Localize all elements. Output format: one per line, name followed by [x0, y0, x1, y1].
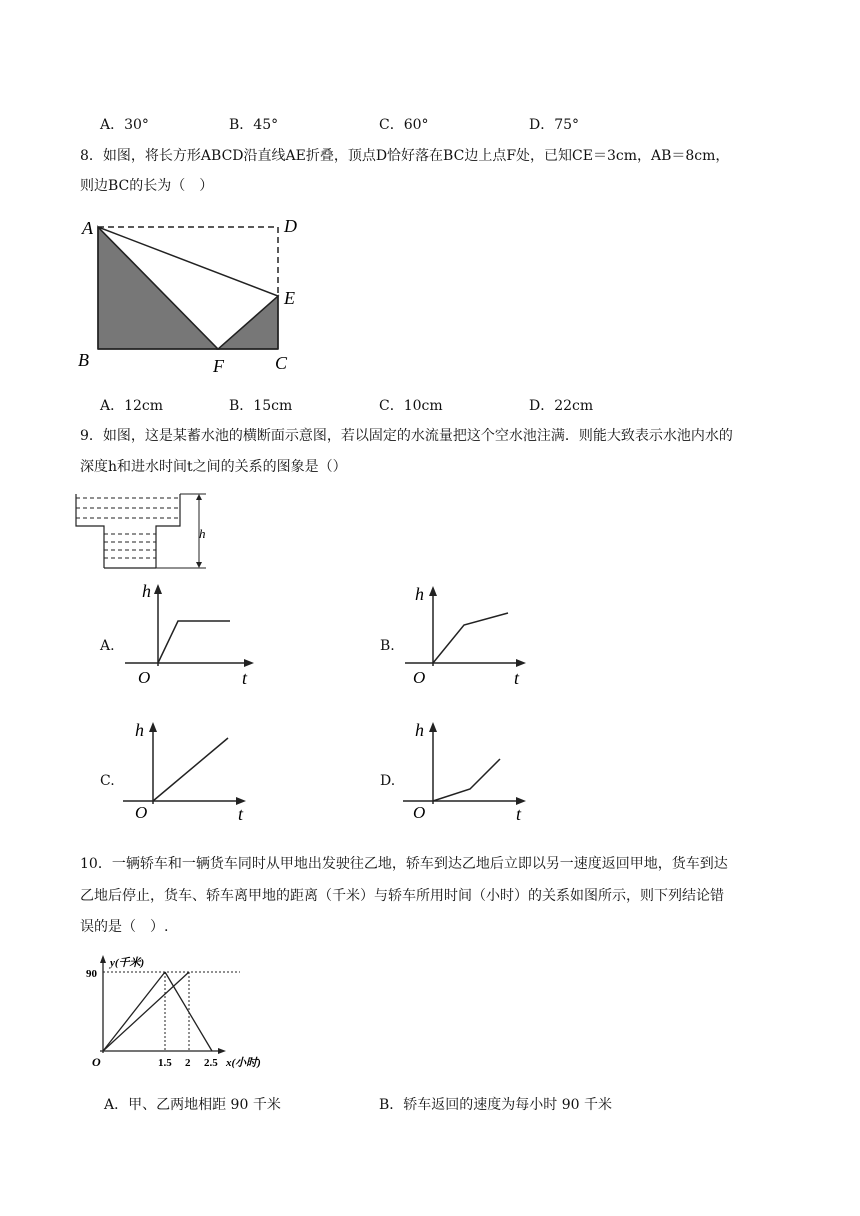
q8-option-d: D．22cm [529, 398, 594, 414]
q9-c-h: h [135, 720, 144, 740]
q9-option-b-graph [400, 580, 540, 692]
q9-d-t: t [516, 804, 522, 824]
q10-text-line1: 10．一辆轿车和一辆货车同时从甲地出发驶往乙地，轿车到达乙地后立即以另一速度返回甲地，货车到达 [80, 856, 728, 872]
q8-label-e: E [284, 288, 295, 308]
q10-option-b: B．轿车返回的速度为每小时 90 千米 [379, 1097, 613, 1113]
q10-distance-time-graph [80, 950, 280, 1072]
q9-option-b-label: B. [380, 638, 395, 654]
q8-label-d: D [284, 216, 297, 236]
q10-y-tick-90: 90 [86, 968, 97, 980]
q9-c-t: t [238, 804, 244, 824]
q8-label-b: B [78, 350, 89, 370]
q7-option-a: A．30° [100, 117, 149, 133]
q8-option-b: B．15cm [229, 398, 293, 414]
q8-text-line2: 则边BC的长为（ ） [80, 178, 214, 194]
q9-option-d-label: D. [380, 773, 396, 789]
q9-option-c-graph [120, 714, 260, 826]
q10-x-tick-2: 2 [185, 1057, 191, 1069]
q10-x-tick-2-5: 2.5 [204, 1057, 218, 1069]
q9-b-t: t [514, 668, 520, 688]
q9-tank-h-label: h [199, 526, 206, 541]
q10-xlabel: x(小时) [226, 1057, 261, 1069]
q10-text-line2: 乙地后停止，货车、轿车离甲地的距离（千米）与轿车所用时间（小时）的关系如图所示，则下列结论错 [80, 888, 724, 904]
q8-label-f: F [213, 356, 224, 376]
q8-option-a: A．12cm [100, 398, 164, 414]
q10-option-a: A．甲、乙两地相距 90 千米 [104, 1097, 281, 1113]
q10-text-line3: 误的是（ ）. [80, 919, 169, 935]
q9-option-a-label: A. [100, 638, 115, 654]
q8-figure-rectangle-fold [72, 212, 312, 382]
q8-label-c: C [275, 353, 288, 373]
q7-option-b: B．45° [229, 117, 279, 133]
q9-text-line2: 深度h和进水时间t之间的关系的图象是（） [80, 459, 347, 475]
q10-origin: O [92, 1055, 101, 1069]
q9-a-t: t [242, 668, 248, 688]
q9-text-line1: 9．如图，这是某蓄水池的横断面示意图，若以固定的水流量把这个空水池注满．则能大致表示水池内水的 [80, 428, 733, 444]
q9-a-h: h [142, 581, 151, 601]
q9-b-o: O [413, 668, 426, 687]
q8-option-c: C．10cm [379, 398, 443, 414]
q9-d-o: O [413, 803, 426, 822]
q8-text-line1: 8．如图，将长方形ABCD沿直线AE折叠，顶点D恰好落在BC边上点F处，已知CE＝3cm，AB＝8cm， [80, 148, 730, 164]
q9-d-h: h [415, 720, 424, 740]
q9-c-o: O [135, 803, 148, 822]
q10-ylabel: y(千米) [110, 957, 145, 969]
q9-a-o: O [138, 668, 151, 687]
q9-option-d-graph [400, 714, 540, 826]
q9-tank-cross-section [72, 488, 222, 574]
q7-option-c: C．60° [379, 117, 429, 133]
q7-option-d: D．75° [529, 117, 580, 133]
q10-x-tick-1-5: 1.5 [158, 1057, 172, 1069]
q8-label-a: A [82, 218, 93, 238]
q9-option-a-graph [120, 580, 260, 692]
q9-b-h: h [415, 584, 424, 604]
q9-option-c-label: C. [100, 773, 115, 789]
